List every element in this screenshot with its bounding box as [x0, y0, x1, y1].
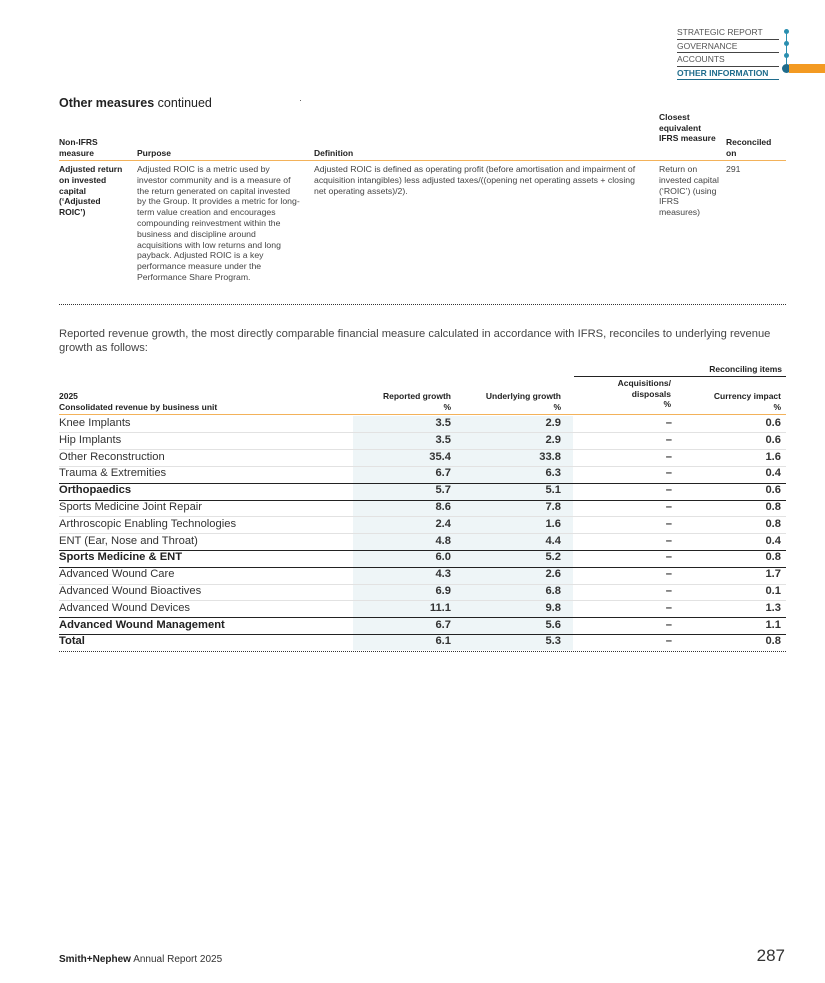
underlying-growth-value: 5.1	[545, 484, 561, 497]
measure-name: Adjusted return on invested capital (‘Adjusted ROIC’)	[59, 164, 123, 218]
currency-impact-value: 0.6	[765, 433, 781, 446]
row-label: Hip Implants	[59, 433, 122, 446]
reported-growth-value: 5.7	[435, 484, 451, 497]
row-label: Trauma & Extremities	[59, 467, 167, 480]
underlying-growth-value: 5.6	[545, 618, 561, 631]
currency-impact-value: 0.8	[765, 501, 781, 513]
row-label: Sports Medicine & ENT	[59, 551, 183, 564]
table-row	[59, 500, 786, 517]
row-label: Total	[59, 635, 85, 648]
underlying-growth-value: 4.4	[545, 534, 561, 547]
underlying-growth-value: 33.8	[539, 450, 561, 463]
header-underlying-growth	[459, 391, 561, 412]
acquisitions-value: –	[665, 467, 672, 480]
table-row	[59, 483, 786, 500]
acquisitions-value: –	[665, 618, 672, 631]
stray-dot	[300, 100, 301, 101]
footer-brand: Smith+Nephew	[59, 954, 131, 965]
table-row	[59, 634, 786, 651]
reported-growth-value: 6.0	[435, 551, 451, 564]
header-closest-ifrs: Closest equivalent IFRS measure	[659, 112, 716, 143]
nav-dot-icon	[784, 29, 789, 34]
header-year: 2025	[59, 391, 78, 401]
currency-impact-value: 0.8	[765, 635, 781, 648]
measure-purpose: Adjusted ROIC is a metric used by investor community and is a measure of the return generated on capital invested by the Group. It provides a metric for long-term value creation and encourages compounding reinvestment within the business and discipline around acquisitions with low returns and long payback. Adjusted ROIC is a key performance measure under the Performance Share Program.	[137, 164, 300, 282]
measure-reconciled-page: 291	[726, 164, 741, 174]
acquisitions-value: –	[665, 501, 672, 513]
underlying-growth-value: 9.8	[545, 601, 561, 614]
reported-growth-value: 4.3	[435, 568, 451, 581]
acquisitions-value: –	[665, 450, 672, 463]
table-row	[59, 601, 786, 618]
reported-growth-value: 3.5	[435, 417, 451, 429]
row-label: Knee Implants	[59, 417, 131, 429]
row-label: Sports Medicine Joint Repair	[59, 501, 203, 513]
reported-growth-value: 11.1	[429, 601, 451, 614]
nav-governance[interactable]: GOVERNANCE	[677, 40, 779, 54]
section-nav	[677, 26, 779, 80]
currency-impact-value: 0.4	[765, 534, 781, 547]
reported-growth-value: 3.5	[435, 433, 451, 446]
nav-rail	[786, 30, 787, 68]
header-currency-label: Currency impact	[713, 391, 781, 401]
accent-bar	[789, 64, 825, 73]
currency-impact-value: 0.8	[765, 517, 781, 530]
acquisitions-value: –	[665, 534, 672, 547]
group-header-rule	[574, 376, 786, 377]
reported-growth-value: 6.1	[435, 635, 451, 648]
row-label: Advanced Wound Devices	[59, 601, 191, 614]
acquisitions-value: –	[665, 585, 672, 597]
table-row	[59, 534, 786, 551]
table-row	[59, 466, 786, 483]
intro-paragraph: Reported revenue growth, the most directly comparable financial measure calculated in accordance with IFRS, reconciles to underlying revenue growth as follows:	[59, 328, 771, 354]
underlying-growth-value: 2.9	[545, 417, 561, 429]
reported-growth-value: 4.8	[435, 534, 451, 547]
row-label: Orthopaedics	[59, 484, 132, 497]
underlying-growth-value: 2.9	[545, 433, 561, 446]
page-title	[59, 96, 212, 110]
header-reported-label: Reported growth	[383, 391, 451, 401]
acquisitions-value: –	[665, 568, 672, 581]
header-acquisitions-label: Acquisitions/ disposals	[617, 378, 671, 399]
row-label: Advanced Wound Bioactives	[59, 585, 202, 597]
title-continued: continued	[154, 96, 212, 110]
table-row	[59, 618, 786, 635]
table-row	[59, 416, 786, 433]
reported-growth-value: 6.9	[435, 585, 451, 597]
row-label: Arthroscopic Enabling Technologies	[59, 517, 237, 530]
acquisitions-value: –	[665, 484, 672, 497]
header-reported-unit: %	[443, 401, 451, 412]
acquisitions-value: –	[665, 551, 672, 564]
header-currency-unit: %	[773, 401, 781, 412]
currency-impact-value: 1.7	[765, 568, 781, 581]
reported-growth-value: 35.4	[429, 450, 451, 463]
footer-report: Annual Report 2025	[130, 954, 223, 965]
currency-impact-value: 0.6	[765, 417, 781, 429]
header-non-ifrs-measure: Non-IFRS measure	[59, 137, 98, 158]
row-label: ENT (Ear, Nose and Throat)	[59, 534, 198, 547]
acquisitions-value: –	[665, 417, 672, 429]
underlying-growth-value: 6.3	[545, 467, 561, 480]
header-business-unit: Consolidated revenue by business unit	[59, 402, 218, 412]
table-row	[59, 433, 786, 450]
header-underlying-unit: %	[553, 401, 561, 412]
table-row	[59, 584, 786, 601]
nav-other-information[interactable]: OTHER INFORMATION	[677, 67, 779, 81]
reported-growth-value: 2.4	[435, 517, 451, 530]
table-row	[59, 567, 786, 584]
nav-strategic-report[interactable]: STRATEGIC REPORT	[677, 26, 779, 40]
currency-impact-value: 1.1	[765, 618, 781, 631]
header-currency-impact	[679, 391, 781, 412]
table-row	[59, 550, 786, 567]
header-reported-growth	[349, 391, 451, 412]
header-definition: Definition	[314, 148, 354, 158]
table-end-rule	[59, 651, 786, 652]
page-number: 287	[756, 946, 785, 965]
measure-closest-ifrs: Return on invested capital (‘ROIC’) (using IFRS measures)	[659, 164, 719, 218]
currency-impact-value: 1.3	[765, 601, 781, 614]
header-reconciling-items: Reconciling items	[709, 364, 782, 374]
nav-dot-icon	[784, 53, 789, 58]
underlying-growth-value: 7.8	[545, 501, 561, 513]
underlying-growth-value: 5.3	[545, 635, 561, 648]
underlying-growth-value: 6.8	[545, 585, 561, 597]
footer	[59, 954, 222, 965]
acquisitions-value: –	[665, 635, 672, 648]
nav-accounts[interactable]: ACCOUNTS	[677, 53, 779, 67]
acquisitions-value: –	[665, 601, 672, 614]
row-label: Advanced Wound Management	[59, 618, 225, 631]
header-reconciled-on: Reconciled on	[726, 137, 772, 158]
header-acquisitions	[579, 378, 671, 410]
header-purpose: Purpose	[137, 148, 172, 158]
header-underlying-label: Underlying growth	[485, 391, 561, 401]
underlying-growth-value: 1.6	[545, 517, 561, 530]
table-end-rule	[59, 304, 786, 305]
reported-growth-value: 8.6	[435, 501, 451, 513]
acquisitions-value: –	[665, 517, 672, 530]
currency-impact-value: 0.1	[765, 585, 781, 597]
currency-impact-value: 0.4	[765, 467, 781, 480]
header-acquisitions-unit: %	[663, 399, 671, 409]
underlying-growth-value: 5.2	[545, 551, 561, 564]
title-bold: Other measures	[59, 96, 155, 110]
row-label: Other Reconstruction	[59, 450, 165, 463]
underlying-growth-value: 2.6	[545, 568, 561, 581]
table-row	[59, 517, 786, 534]
currency-impact-value: 1.6	[765, 450, 781, 463]
acquisitions-value: –	[665, 433, 672, 446]
header-rule	[59, 160, 786, 161]
reported-growth-value: 6.7	[435, 618, 451, 631]
currency-impact-value: 0.6	[765, 484, 781, 497]
nav-dot-icon	[784, 41, 789, 46]
measure-definition: Adjusted ROIC is defined as operating profit (before amortisation and impairment of acquisition intangibles) less adjusted taxes/((opening net operating assets + closing net operating assets)/2).	[314, 164, 636, 196]
row-label: Advanced Wound Care	[59, 568, 175, 581]
currency-impact-value: 0.8	[765, 551, 781, 564]
table-row	[59, 450, 786, 467]
growth-header-rule	[59, 414, 786, 415]
reported-growth-value: 6.7	[435, 467, 451, 480]
